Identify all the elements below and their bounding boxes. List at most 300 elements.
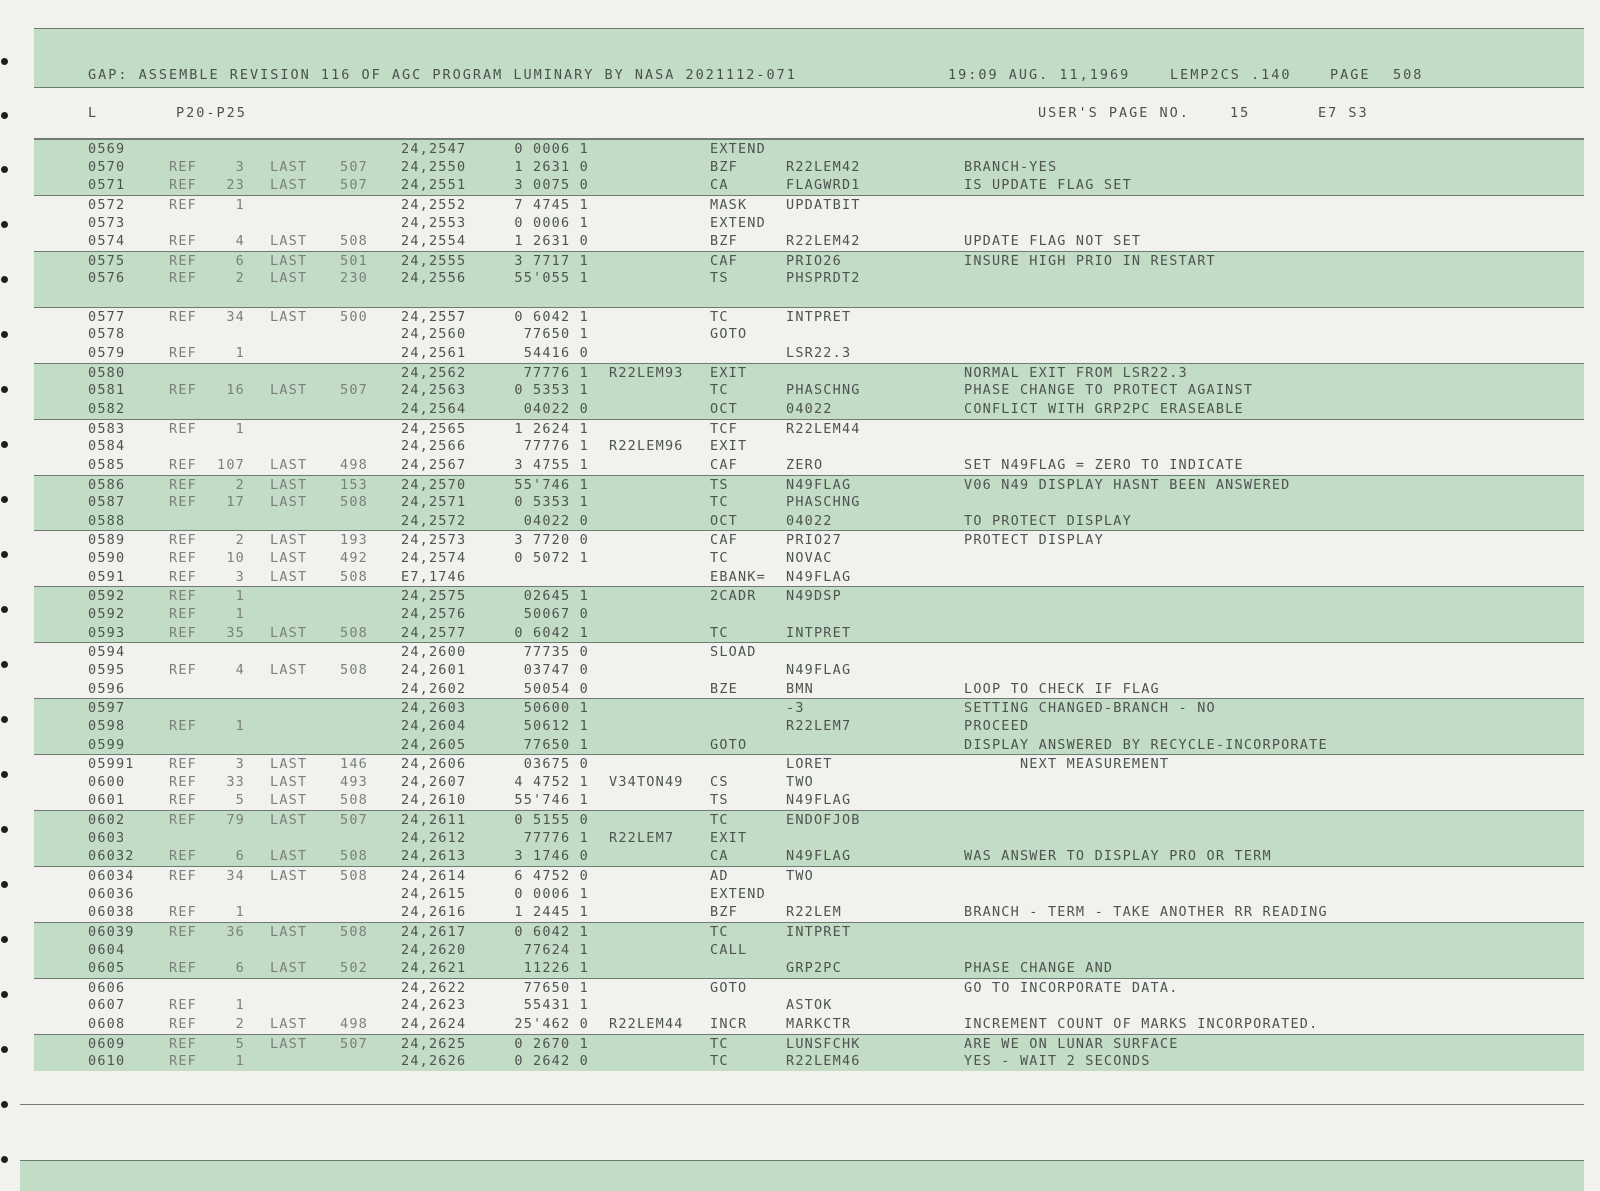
ref-label: REF xyxy=(169,233,197,250)
last-label: LAST xyxy=(270,494,308,511)
line-number: 0599 xyxy=(88,736,126,753)
octal-code: 0 5072 1 xyxy=(514,550,589,567)
listing-row xyxy=(34,176,1584,195)
opcode: CA xyxy=(710,848,729,865)
comment: PHASE CHANGE AND xyxy=(964,960,1114,977)
opcode: BZE xyxy=(710,680,738,697)
octal-code: 3 1746 0 xyxy=(514,848,589,865)
address: 24,2563 xyxy=(401,382,467,399)
octal-code: 1 2631 0 xyxy=(514,233,589,250)
comment: NORMAL EXIT FROM LSR22.3 xyxy=(964,364,1188,381)
last-label: LAST xyxy=(270,848,308,865)
operand: MARKCTR xyxy=(786,1016,852,1033)
octal-code: 55'055 1 xyxy=(514,270,589,287)
last-page: 500 xyxy=(340,308,368,325)
ref-count: 1 xyxy=(235,717,245,734)
address: 24,2570 xyxy=(401,476,467,493)
binder-hole xyxy=(1,58,8,65)
opcode: 2CADR xyxy=(710,588,757,605)
ref-count: 36 xyxy=(226,923,245,940)
operand: N49FLAG xyxy=(786,661,852,678)
line-number: 0594 xyxy=(88,644,126,661)
last-label: LAST xyxy=(270,476,308,493)
listing-row xyxy=(34,941,1584,960)
users-page-number: 15 xyxy=(1230,105,1251,121)
ref-count: 17 xyxy=(226,494,245,511)
last-label: LAST xyxy=(270,532,308,549)
listing-row xyxy=(34,307,1584,326)
users-page-label: USER'S PAGE NO. xyxy=(1038,105,1190,121)
listing-row xyxy=(34,829,1584,848)
last-page: 507 xyxy=(340,177,368,194)
opcode: CALL xyxy=(710,941,748,958)
listing-row xyxy=(34,736,1584,755)
listing-row xyxy=(34,847,1584,866)
opcode: TC xyxy=(710,624,729,641)
octal-code: 04022 0 xyxy=(523,400,589,417)
octal-code: 77776 1 xyxy=(523,364,589,381)
octal-code: 0 0006 1 xyxy=(514,214,589,231)
line-number: 0584 xyxy=(88,438,126,455)
comment: V06 N49 DISPLAY HASNT BEEN ANSWERED xyxy=(964,476,1291,493)
listing-row xyxy=(34,885,1584,904)
ref-count: 6 xyxy=(235,960,245,977)
ref-count: 23 xyxy=(226,177,245,194)
listing-row xyxy=(34,269,1584,288)
octal-code: 77650 1 xyxy=(523,736,589,753)
ref-count: 33 xyxy=(226,773,245,790)
listing-row xyxy=(34,456,1584,475)
binder-hole xyxy=(1,276,8,283)
listing-row xyxy=(34,996,1584,1015)
line-number: 0610 xyxy=(88,1053,126,1070)
ref-label: REF xyxy=(169,606,197,623)
address: 24,2550 xyxy=(401,158,467,175)
last-label: LAST xyxy=(270,456,308,473)
octal-code: 0 6042 1 xyxy=(514,308,589,325)
octal-code: 77735 0 xyxy=(523,644,589,661)
listing-row xyxy=(34,195,1584,214)
octal-code: 0 6042 1 xyxy=(514,923,589,940)
octal-code: 0 2642 0 xyxy=(514,1053,589,1070)
symbol-label: R22LEM7 xyxy=(609,829,675,846)
last-label: LAST xyxy=(270,624,308,641)
address: 24,2575 xyxy=(401,588,467,605)
listing-row xyxy=(34,493,1584,512)
octal-code: 7 4745 1 xyxy=(514,196,589,213)
octal-code: 50612 1 xyxy=(523,717,589,734)
line-number: 06038 xyxy=(88,904,135,921)
operand: R22LEM46 xyxy=(786,1053,861,1070)
ref-label: REF xyxy=(169,568,197,585)
line-number: 0602 xyxy=(88,812,126,829)
binder-hole xyxy=(1,1046,8,1053)
line-number: 0605 xyxy=(88,960,126,977)
address: 24,2576 xyxy=(401,606,467,623)
ref-count: 35 xyxy=(226,624,245,641)
ref-count: 5 xyxy=(235,1035,245,1052)
opcode: BZF xyxy=(710,233,738,250)
last-page: 508 xyxy=(340,848,368,865)
operand: 04022 xyxy=(786,512,833,529)
operand: INTPRET xyxy=(786,308,852,325)
listing-row xyxy=(34,903,1584,922)
listing-row xyxy=(34,1052,1584,1071)
operand: N49FLAG xyxy=(786,848,852,865)
address: 24,2556 xyxy=(401,270,467,287)
octal-code: 77776 1 xyxy=(523,438,589,455)
operand: -3 xyxy=(786,700,805,717)
ref-count: 1 xyxy=(235,904,245,921)
ref-count: 1 xyxy=(235,588,245,605)
line-number: 0595 xyxy=(88,661,126,678)
ref-label: REF xyxy=(169,494,197,511)
ref-count: 3 xyxy=(235,568,245,585)
octal-code: 03675 0 xyxy=(523,756,589,773)
octal-code: 3 7717 1 xyxy=(514,252,589,269)
binder-hole xyxy=(1,221,8,228)
last-page: 508 xyxy=(340,494,368,511)
listing-row xyxy=(34,344,1584,363)
last-page: 508 xyxy=(340,568,368,585)
binder-hole xyxy=(1,661,8,668)
address: 24,2621 xyxy=(401,960,467,977)
binder-hole xyxy=(1,441,8,448)
comment: BRANCH - TERM - TAKE ANOTHER RR READING xyxy=(964,904,1328,921)
line-number: 0597 xyxy=(88,700,126,717)
address: 24,2553 xyxy=(401,214,467,231)
last-label: LAST xyxy=(270,661,308,678)
comment: SETTING CHANGED-BRANCH - NO xyxy=(964,700,1216,717)
opcode: TS xyxy=(710,476,729,493)
listing-row xyxy=(34,978,1584,997)
binder-hole xyxy=(1,551,8,558)
listing-row xyxy=(34,400,1584,419)
listing-row xyxy=(34,1034,1584,1053)
listing-row xyxy=(34,530,1584,549)
opcode: TC xyxy=(710,1035,729,1052)
listing-row xyxy=(34,549,1584,568)
opcode: EXTEND xyxy=(710,214,766,231)
ref-label: REF xyxy=(169,252,197,269)
binder-hole xyxy=(1,826,8,833)
line-number: 06034 xyxy=(88,867,135,884)
line-number: 0570 xyxy=(88,158,126,175)
octal-code: 55431 1 xyxy=(523,997,589,1014)
address: 24,2567 xyxy=(401,456,467,473)
address: 24,2625 xyxy=(401,1035,467,1052)
listing-row xyxy=(34,661,1584,680)
ref-count: 3 xyxy=(235,158,245,175)
address: 24,2604 xyxy=(401,717,467,734)
address: 24,2610 xyxy=(401,792,467,809)
listing-row xyxy=(34,363,1584,382)
opcode: GOTO xyxy=(710,736,748,753)
opcode: OCT xyxy=(710,400,738,417)
listing-row xyxy=(34,381,1584,400)
opcode: TC xyxy=(710,1053,729,1070)
address: 24,2607 xyxy=(401,773,467,790)
binder-hole xyxy=(1,166,8,173)
last-label: LAST xyxy=(270,308,308,325)
line-number: 0603 xyxy=(88,829,126,846)
last-page: 153 xyxy=(340,476,368,493)
listing-row xyxy=(34,698,1584,717)
opcode: TC xyxy=(710,923,729,940)
line-number: 0578 xyxy=(88,326,126,343)
ref-count: 2 xyxy=(235,532,245,549)
last-label: LAST xyxy=(270,756,308,773)
operand: GRP2PC xyxy=(786,960,842,977)
operand: LORET xyxy=(786,756,833,773)
opcode: EXIT xyxy=(710,364,748,381)
address: 24,2614 xyxy=(401,867,467,884)
opcode: BZF xyxy=(710,904,738,921)
opcode: EXIT xyxy=(710,829,748,846)
listing-row xyxy=(34,922,1584,941)
operand: R22LEM42 xyxy=(786,158,861,175)
ref-label: REF xyxy=(169,532,197,549)
ref-count: 3 xyxy=(235,756,245,773)
ref-label: REF xyxy=(169,997,197,1014)
address: 24,2601 xyxy=(401,661,467,678)
line-number: 0606 xyxy=(88,979,126,996)
ref-label: REF xyxy=(169,270,197,287)
symbol-label: R22LEM44 xyxy=(609,1016,684,1033)
opcode: TS xyxy=(710,792,729,809)
octal-code: 0 0006 1 xyxy=(514,141,589,157)
ref-count: 1 xyxy=(235,606,245,623)
last-page: 193 xyxy=(340,532,368,549)
line-number: 0608 xyxy=(88,1016,126,1033)
opcode: EXTEND xyxy=(710,885,766,902)
line-number: 05991 xyxy=(88,756,135,773)
binder-hole xyxy=(1,496,8,503)
ref-label: REF xyxy=(169,904,197,921)
operand: N49FLAG xyxy=(786,792,852,809)
line-number: 0607 xyxy=(88,997,126,1014)
ref-label: REF xyxy=(169,158,197,175)
ref-count: 6 xyxy=(235,252,245,269)
page-number: 508 xyxy=(1393,67,1424,83)
comment: IS UPDATE FLAG SET xyxy=(964,177,1132,194)
last-page: 502 xyxy=(340,960,368,977)
listing-row xyxy=(34,1015,1584,1034)
address: 24,2622 xyxy=(401,979,467,996)
address: 24,2552 xyxy=(401,196,467,213)
ref-count: 6 xyxy=(235,848,245,865)
operand: BMN xyxy=(786,680,814,697)
octal-code: 3 4755 1 xyxy=(514,456,589,473)
assembly-listing xyxy=(34,139,1584,1071)
opcode: INCR xyxy=(710,1016,748,1033)
listing-row xyxy=(34,624,1584,643)
address: 24,2547 xyxy=(401,141,467,157)
line-number: 0589 xyxy=(88,532,126,549)
line-number: 0585 xyxy=(88,456,126,473)
symbol-label: R22LEM96 xyxy=(609,438,684,455)
line-number: 0576 xyxy=(88,270,126,287)
opcode: TC xyxy=(710,550,729,567)
ref-label: REF xyxy=(169,476,197,493)
line-number: 0609 xyxy=(88,1035,126,1052)
address: 24,2551 xyxy=(401,177,467,194)
ref-label: REF xyxy=(169,1035,197,1052)
symbol-label: V34TON49 xyxy=(609,773,684,790)
line-number: 0601 xyxy=(88,792,126,809)
octal-code: 02645 1 xyxy=(523,588,589,605)
ref-count: 16 xyxy=(226,382,245,399)
line-number: 0587 xyxy=(88,494,126,511)
last-label: LAST xyxy=(270,270,308,287)
address: 24,2623 xyxy=(401,997,467,1014)
last-page: 508 xyxy=(340,233,368,250)
comment: GO TO INCORPORATE DATA. xyxy=(964,979,1179,996)
octal-code: 1 2631 0 xyxy=(514,158,589,175)
operand: R22LEM44 xyxy=(786,420,861,437)
ref-count: 1 xyxy=(235,420,245,437)
listing-row xyxy=(34,773,1584,792)
listing-row xyxy=(34,754,1584,773)
ref-label: REF xyxy=(169,308,197,325)
address: 24,2611 xyxy=(401,812,467,829)
operand: 04022 xyxy=(786,400,833,417)
octal-code: 77650 1 xyxy=(523,326,589,343)
line-number: 0573 xyxy=(88,214,126,231)
ref-label: REF xyxy=(169,848,197,865)
binder-hole xyxy=(1,881,8,888)
last-page: 508 xyxy=(340,792,368,809)
address: 24,2555 xyxy=(401,252,467,269)
listing-row xyxy=(34,475,1584,494)
address: E7,1746 xyxy=(401,568,467,585)
operand: PRIO26 xyxy=(786,252,842,269)
ref-count: 34 xyxy=(226,308,245,325)
ref-label: REF xyxy=(169,792,197,809)
opcode: BZF xyxy=(710,158,738,175)
line-number: 0596 xyxy=(88,680,126,697)
octal-code: 03747 0 xyxy=(523,661,589,678)
listing-row xyxy=(34,680,1584,699)
binder-hole xyxy=(1,606,8,613)
last-page: 498 xyxy=(340,1016,368,1033)
octal-code: 4 4752 1 xyxy=(514,773,589,790)
binder-hole xyxy=(1,386,8,393)
listing-row xyxy=(34,959,1584,978)
operand: ASTOK xyxy=(786,997,833,1014)
last-page: 230 xyxy=(340,270,368,287)
ref-count: 4 xyxy=(235,661,245,678)
octal-code: 50067 0 xyxy=(523,606,589,623)
ref-count: 1 xyxy=(235,196,245,213)
address: 24,2605 xyxy=(401,736,467,753)
comment: DISPLAY ANSWERED BY RECYCLE-INCORPORATE xyxy=(964,736,1328,753)
operand: N49DSP xyxy=(786,588,842,605)
line-number: 0592 xyxy=(88,606,126,623)
opcode: TC xyxy=(710,308,729,325)
address: 24,2557 xyxy=(401,308,467,325)
comment: PROTECT DISPLAY xyxy=(964,532,1104,549)
last-label: LAST xyxy=(270,960,308,977)
address: 24,2577 xyxy=(401,624,467,641)
listing-row xyxy=(34,605,1584,624)
ref-label: REF xyxy=(169,382,197,399)
opcode: TS xyxy=(710,270,729,287)
comment: PROCEED xyxy=(964,717,1030,734)
line-number: 0579 xyxy=(88,345,126,362)
last-page: 507 xyxy=(340,812,368,829)
last-label: LAST xyxy=(270,233,308,250)
section-title: P20-P25 xyxy=(176,105,247,121)
address: 24,2571 xyxy=(401,494,467,511)
address: 24,2615 xyxy=(401,885,467,902)
line-number: 0582 xyxy=(88,400,126,417)
last-label: LAST xyxy=(270,382,308,399)
opcode: CAF xyxy=(710,456,738,473)
symbol-label: R22LEM93 xyxy=(609,364,684,381)
octal-code: 55'746 1 xyxy=(514,792,589,809)
line-number: 0581 xyxy=(88,382,126,399)
listing-row xyxy=(34,642,1584,661)
address: 24,2565 xyxy=(401,420,467,437)
address: 24,2560 xyxy=(401,326,467,343)
octal-code: 77624 1 xyxy=(523,941,589,958)
last-page: 493 xyxy=(340,773,368,790)
last-page: 492 xyxy=(340,550,368,567)
last-label: LAST xyxy=(270,792,308,809)
operand: UPDATBIT xyxy=(786,196,861,213)
line-number: 0577 xyxy=(88,308,126,325)
listing-row xyxy=(34,810,1584,829)
operand: R22LEM7 xyxy=(786,717,852,734)
last-page: 146 xyxy=(340,756,368,773)
section-code: E7 S3 xyxy=(1318,105,1369,121)
ref-count: 79 xyxy=(226,812,245,829)
address: 24,2617 xyxy=(401,923,467,940)
ref-label: REF xyxy=(169,550,197,567)
address: 24,2616 xyxy=(401,904,467,921)
operand: LUNSFCHK xyxy=(786,1035,861,1052)
last-page: 508 xyxy=(340,661,368,678)
opcode: OCT xyxy=(710,512,738,529)
listing-row xyxy=(34,437,1584,456)
section-marker: L xyxy=(88,105,99,121)
last-label: LAST xyxy=(270,550,308,567)
operand: PRIO27 xyxy=(786,532,842,549)
address: 24,2613 xyxy=(401,848,467,865)
line-number: 0604 xyxy=(88,941,126,958)
line-number: 0593 xyxy=(88,624,126,641)
last-label: LAST xyxy=(270,177,308,194)
octal-code: 55'746 1 xyxy=(514,476,589,493)
comment: PHASE CHANGE TO PROTECT AGAINST xyxy=(964,382,1254,399)
octal-code: 11226 1 xyxy=(523,960,589,977)
ref-label: REF xyxy=(169,923,197,940)
address: 24,2620 xyxy=(401,941,467,958)
opcode: GOTO xyxy=(710,326,748,343)
ref-label: REF xyxy=(169,960,197,977)
ref-label: REF xyxy=(169,867,197,884)
last-page: 508 xyxy=(340,624,368,641)
line-number: 0571 xyxy=(88,177,126,194)
ref-label: REF xyxy=(169,420,197,437)
octal-code: 0 5155 0 xyxy=(514,812,589,829)
opcode: EXTEND xyxy=(710,141,766,157)
last-page: 501 xyxy=(340,252,368,269)
octal-code: 0 6042 1 xyxy=(514,624,589,641)
listing-row xyxy=(34,717,1584,736)
comment: WAS ANSWER TO DISPLAY PRO OR TERM xyxy=(964,848,1272,865)
